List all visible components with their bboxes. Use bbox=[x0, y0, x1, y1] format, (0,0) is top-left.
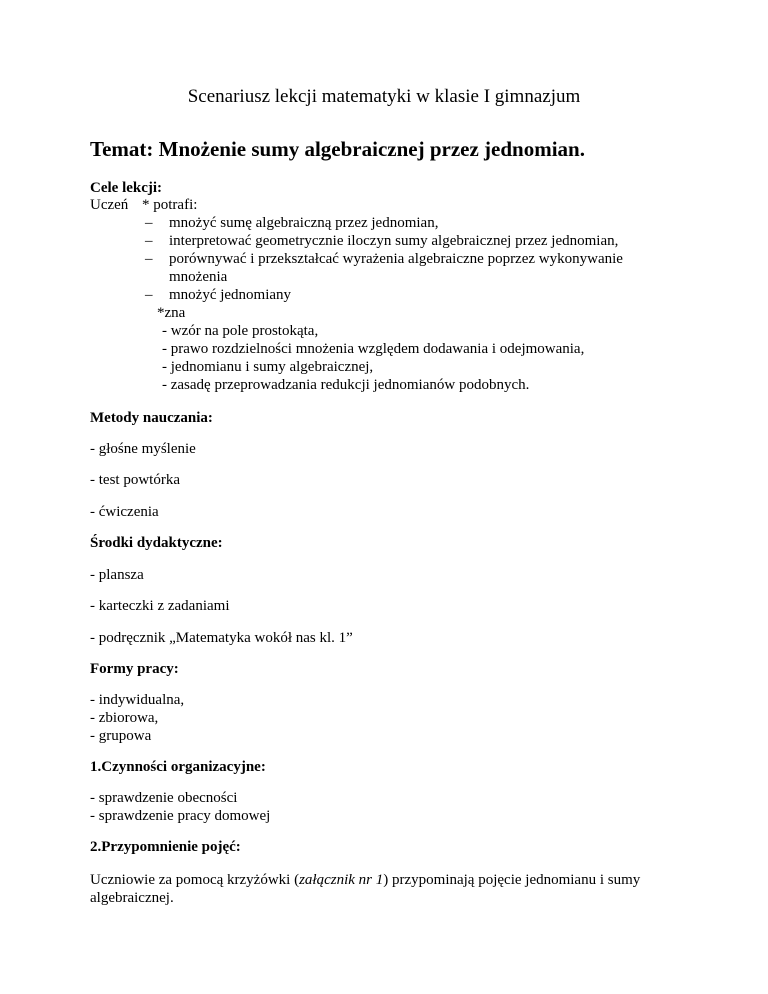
list-item: - grupowa bbox=[90, 728, 152, 744]
can-intro: * potrafi: bbox=[142, 197, 198, 213]
section1-heading: 1.Czynności organizacyjne: bbox=[90, 759, 266, 775]
list-item: – mnożyć sumę algebraiczną przez jednomian, bbox=[145, 215, 439, 231]
list-item: - jednomianu i sumy algebraicznej, bbox=[162, 359, 374, 375]
list-item-continuation: mnożenia bbox=[169, 269, 228, 285]
list-item: - wzór na pole prostokąta, bbox=[162, 323, 319, 339]
document-title: Scenariusz lekcji matematyki w klasie I gimnazjum bbox=[187, 86, 581, 107]
knows-intro: *zna bbox=[157, 305, 186, 321]
dash-bullet: – bbox=[145, 215, 153, 231]
attachment-reference: załącznik nr 1 bbox=[299, 872, 384, 888]
list-item: - indywidualna, bbox=[90, 692, 185, 708]
section2-paragraph: Uczniowie za pomocą krzyżówki (załącznik nr 1) przypominają pojęcie jednomianu i sumy algebraicznej. bbox=[90, 872, 641, 906]
list-item: - karteczki z zadaniami bbox=[90, 598, 230, 614]
list-item: - głośne myślenie bbox=[90, 441, 196, 457]
goals-heading: Cele lekcji: bbox=[90, 180, 163, 196]
section2-heading: 2.Przypomnienie pojęć: bbox=[90, 839, 241, 855]
dash-bullet: – bbox=[145, 287, 153, 303]
list-item: - sprawdzenie obecności bbox=[90, 790, 238, 806]
list-item: – mnożyć jednomiany bbox=[145, 287, 292, 303]
list-item: - zbiorowa, bbox=[90, 710, 159, 726]
list-item: - zasadę przeprowadzania redukcji jednomianów podobnych. bbox=[162, 377, 530, 393]
list-item: - plansza bbox=[90, 567, 144, 583]
list-item: - test powtórka bbox=[90, 472, 180, 488]
dash-bullet: – bbox=[145, 251, 153, 267]
lesson-topic: Temat: Mnożenie sumy algebraicznej przez jednomian. bbox=[90, 137, 585, 161]
aids-heading: Środki dydaktyczne: bbox=[90, 535, 223, 551]
list-item: – porównywać i przekształcać wyrażenia algebraiczne poprzez wykonywanie bbox=[145, 251, 623, 267]
list-item: - sprawdzenie pracy domowej bbox=[90, 808, 271, 824]
list-item: - ćwiczenia bbox=[90, 504, 159, 520]
student-label: Uczeń bbox=[90, 197, 129, 213]
methods-heading: Metody nauczania: bbox=[90, 410, 213, 426]
list-item: - prawo rozdzielności mnożenia względem dodawania i odejmowania, bbox=[162, 341, 585, 357]
list-item: – interpretować geometrycznie iloczyn sumy algebraicznej przez jednomian, bbox=[145, 233, 619, 249]
list-item: - podręcznik „Matematyka wokół nas kl. 1” bbox=[90, 630, 353, 646]
forms-heading: Formy pracy: bbox=[90, 661, 179, 677]
dash-bullet: – bbox=[145, 233, 153, 249]
